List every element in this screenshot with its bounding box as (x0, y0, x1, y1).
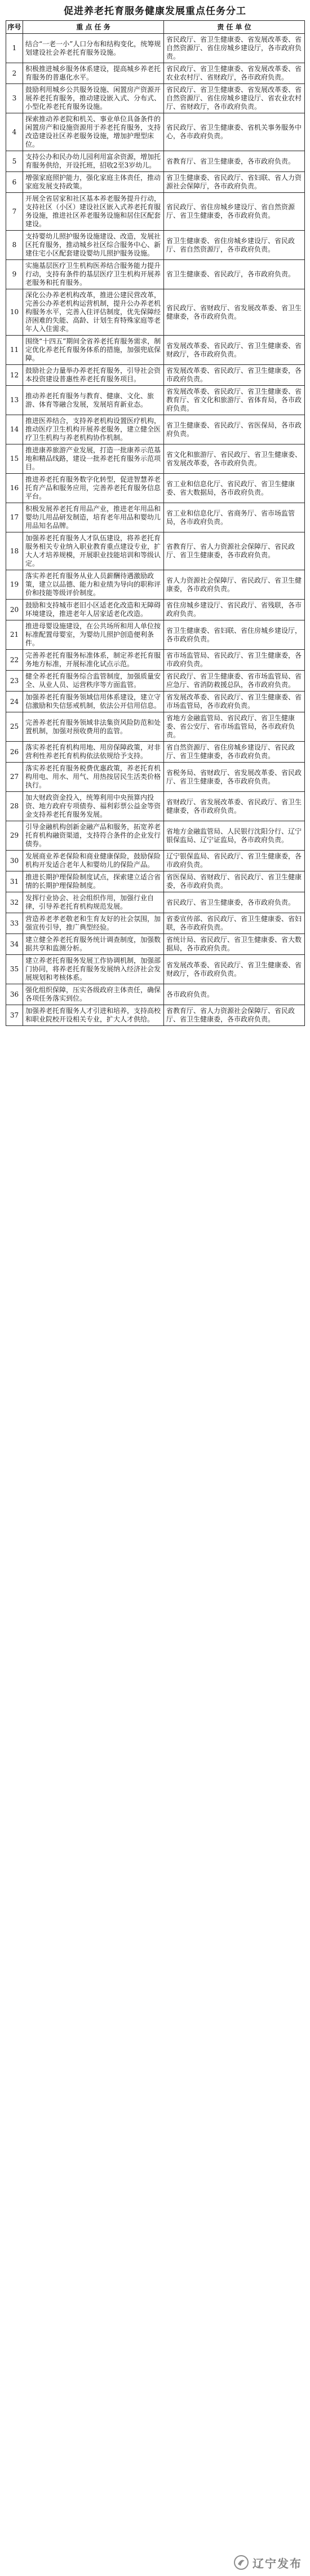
row-number: 36 (6, 984, 23, 1005)
table-row (6, 892, 305, 913)
table-row (6, 871, 305, 892)
responsible-unit-cell: 省发展改革委、省民政厅、省卫生健康委、省财政厅，各市政府负责。 (164, 336, 305, 365)
task-cell: 加强养老托育服务人才队伍建设，将养老托育服务相关专业纳入职业教育重点建设专业，扩大人才培养规模，开展职业技能培训和等级认定。 (23, 532, 164, 570)
responsible-unit-cell: 省人力资源社会保障厅、省民政厅、省卫生健康委，各市政府负责。 (164, 570, 305, 600)
task-cell: 落实养老托育机构用地、用房保障政策，对非营利性养老托育机构依法依规给予支持。 (23, 742, 164, 763)
table-body (6, 34, 305, 1026)
responsible-unit-cell: 省地方金融监管局、省民政厅、省卫生健康委、省公安厅、省市场监管局，各市政府负责。 (164, 712, 305, 742)
header-unit: 责 任 单 位 (164, 21, 305, 34)
task-cell: 鼓励社会力量举办养老托育服务，引导社会资本投资建设普惠性养老托育服务项目。 (23, 365, 164, 386)
task-cell: 营造养老孝老敬老和生育友好的社会氛围，加强宣传引导，推广典型经验。 (23, 913, 164, 934)
row-number: 23 (6, 671, 23, 692)
task-cell: 加大财政资金投入，统筹利用中央预算内投资、地方政府专项债券、福利彩票公益金等资金支持养老托育服务发展。 (23, 792, 164, 821)
app-logo-icon (233, 2555, 249, 2570)
table-row (6, 671, 305, 692)
table-row (6, 650, 305, 671)
task-cell: 结合“一老一小”人口分布和结构变化，统筹规划建设社会养老托育服务设施。 (23, 34, 164, 63)
task-cell: 开展全省居家和社区基本养老服务提升行动，支持社区（小区）建设社区嵌入式养老托育服务设施，推进社区养老服务设施和居住区配套建设。 (23, 193, 164, 231)
task-cell: 推进养老托育服务数字化转型，促进智慧养老托育产品和服务应用，完善养老托育服务信息平台。 (23, 474, 164, 503)
row-number: 28 (6, 792, 23, 821)
row-number: 35 (6, 955, 23, 984)
row-number: 37 (6, 1005, 23, 1026)
responsible-unit-cell: 省财政厅、省发展改革委、省民政厅、省卫生健康委，各市政府负责。 (164, 792, 305, 821)
row-number: 18 (6, 532, 23, 570)
row-number: 4 (6, 113, 23, 151)
responsible-unit-cell: 省民政厅、省卫生健康委、省市场监管局、省应急厅、省消防救援总队，各市政府负责。 (164, 671, 305, 692)
task-cell: 完善养老托育服务标准体系，制定养老托育服务地方标准，开展标准化试点示范。 (23, 650, 164, 671)
row-number: 26 (6, 742, 23, 763)
table-row (6, 1005, 305, 1026)
row-number: 9 (6, 260, 23, 289)
responsible-unit-cell: 省发展改革委、省民政厅、省卫生健康委、省市场监管局，各市政府负责。 (164, 692, 305, 712)
responsible-unit-cell: 省民政厅、省卫生健康委，各市政府负责。 (164, 892, 305, 913)
row-number: 20 (6, 600, 23, 620)
table-row (6, 336, 305, 365)
row-number: 11 (6, 336, 23, 365)
row-number: 21 (6, 620, 23, 650)
task-cell: 支持婴幼儿照护服务设施建设、改造，发展社区托育服务，推动城乡社区综合服务中心、新建住宅小区配套建设婴幼儿照护服务设施。 (23, 231, 164, 260)
row-number: 13 (6, 386, 23, 415)
task-cell: 积极发展养老托育用品产业，推进老年用品和婴幼儿用品研发制造，培育老年用品和婴幼儿用品知名品牌。 (23, 503, 164, 532)
row-number: 17 (6, 503, 23, 532)
table-row (6, 386, 305, 415)
table-row (6, 692, 305, 712)
responsible-unit-cell: 省教育厅、省人力资源社会保障厅、省民政厅、省卫生健康委，各市政府负责。 (164, 532, 305, 570)
table-row (6, 934, 305, 955)
responsible-unit-cell: 省民政厅、省卫生健康委、省机关事务服务中心，各市政府负责。 (164, 113, 305, 151)
table-row (6, 821, 305, 851)
responsible-unit-cell: 省住房城乡建设厅、省民政厅、省残联，各市政府负责。 (164, 600, 305, 620)
table-row (6, 503, 305, 532)
row-number: 19 (6, 570, 23, 600)
responsible-unit-cell: 省医保局、省财政厅、省民政厅、省卫生健康委，各市政府负责。 (164, 871, 305, 892)
row-number: 15 (6, 444, 23, 474)
responsible-unit-cell: 各市政府负责。 (164, 984, 305, 1005)
table-row (6, 851, 305, 871)
task-cell: 引导金融机构创新金融产品和服务，拓宽养老托育机构融资渠道，支持符合条件的企业发行债券。 (23, 821, 164, 851)
row-number: 24 (6, 692, 23, 712)
table-row (6, 620, 305, 650)
responsible-unit-cell: 省自然资源厅、省住房城乡建设厅、省民政厅、省卫生健康委，各市政府负责。 (164, 742, 305, 763)
responsible-unit-cell: 省卫生健康委、省民政厅，各市政府负责。 (164, 260, 305, 289)
table-row (6, 600, 305, 620)
task-cell: 探索推动养老院和机关、事业单位具备条件的闲置房产和设施资源用于养老托育服务，支持改造建设社区养老服务设施，增加护理型床位。 (23, 113, 164, 151)
responsible-unit-cell: 省卫生健康委、省民政厅、省医保局，各市政府负责。 (164, 415, 305, 444)
responsible-unit-cell: 省发展改革委、省民政厅、省卫生健康委、省财政厅，各市政府负责。 (164, 955, 305, 984)
row-number: 16 (6, 474, 23, 503)
table-row (6, 415, 305, 444)
table-row (6, 444, 305, 474)
row-number: 32 (6, 892, 23, 913)
watermark (218, 2552, 302, 2573)
table-row (6, 474, 305, 503)
task-cell: 推进母婴设施建设，在公共场所和用人单位按标准配置母婴室，为婴幼儿照护创造便利条件。 (23, 620, 164, 650)
table-row (6, 34, 305, 63)
task-table (6, 20, 305, 1026)
row-number: 12 (6, 365, 23, 386)
responsible-unit-cell: 省统计局、省民政厅、省卫生健康委、省大数据局，各市政府负责。 (164, 934, 305, 955)
task-cell: 健全养老托育服务综合监管制度，加强质量安全、从业人员、运营秩序等方面监管。 (23, 671, 164, 692)
table-row (6, 955, 305, 984)
task-cell: 推进长期护理保险制度试点，探索建立适合省情的长期护理保险制度。 (23, 871, 164, 892)
row-number: 27 (6, 763, 23, 792)
task-cell: 实施基层医疗卫生机构医养结合服务能力提升行动，支持有条件的基层医疗卫生机构开展养老服务和托育服务。 (23, 260, 164, 289)
table-row (6, 763, 305, 792)
row-number: 1 (6, 34, 23, 63)
responsible-unit-cell: 省市场监管局、省民政厅、省卫生健康委，各市政府负责。 (164, 650, 305, 671)
row-number: 31 (6, 871, 23, 892)
task-cell: 强化组织保障，压实各级政府主体责任，确保各项任务落实到位。 (23, 984, 164, 1005)
row-number: 14 (6, 415, 23, 444)
table-row (6, 289, 305, 336)
responsible-unit-cell: 省卫生健康委、省住房城乡建设厅、省民政厅、省自然资源厅，各市政府负责。 (164, 231, 305, 260)
task-cell: 积极推进城乡服务体系建设，提高城乡养老托育服务的普惠化水平。 (23, 63, 164, 84)
table-header-row (6, 21, 305, 34)
responsible-unit-cell: 省卫生健康委、省妇联、省住房城乡建设厅，各市政府负责。 (164, 620, 305, 650)
table-row (6, 84, 305, 113)
table-row (6, 365, 305, 386)
task-cell: 增强家庭照护能力，强化家庭主体责任，推动家庭发展支持政策。 (23, 172, 164, 193)
table-row (6, 570, 305, 600)
task-cell: 鼓励和支持城市老旧小区适老化改造和无障碍环境建设，推进老年人居家适老化改造。 (23, 600, 164, 620)
table-row (6, 113, 305, 151)
task-cell: 落实养老托育服务税费优惠政策，养老托育机构用电、用水、用气、用热按居民生活类价格执行。 (23, 763, 164, 792)
task-cell: 深化公办养老机构改革，推进公建民营改革，完善公办养老机构运营机制，提升公办养老机构服务水平，完善入住评估制度，优先保障经济困难的失能、高龄、计划生育特殊家庭等老年人入住需求。 (23, 289, 164, 336)
header-task: 重 点 任 务 (23, 21, 164, 34)
responsible-unit-cell: 省民政厅、省卫生健康委、省发展改革委、省自然资源厅、省住房城乡建设厅、省农业农村厅、省财政厅，各市政府负责。 (164, 84, 305, 113)
responsible-unit-cell: 省民政厅、省卫生健康委、省发展改革委、省自然资源厅、省住房城乡建设厅，各市政府负责。 (164, 34, 305, 63)
task-cell: 落实养老托育服务从业人员薪酬待遇激励政策，建立以品德、能力和业绩为导向的职称评价和技能等级评价制度。 (23, 570, 164, 600)
row-number: 5 (6, 151, 23, 172)
responsible-unit-cell: 省文化和旅游厅、省民政厅、省卫生健康委、省发展改革委，各市政府负责。 (164, 444, 305, 474)
table-row (6, 532, 305, 570)
page-title: 促进养老托育服务健康发展重点任务分工 (64, 6, 246, 17)
row-number: 25 (6, 712, 23, 742)
row-number: 8 (6, 231, 23, 260)
responsible-unit-cell: 省民政厅、省卫生健康委、省发展改革委、省农业农村厅、省财政厅，各市政府负责。 (164, 63, 305, 84)
row-number: 2 (6, 63, 23, 84)
task-cell: 推进医养结合，支持养老机构设置医疗机构，推动医疗卫生机构开展养老服务，建立健全医疗卫生机构与养老机构协作机制。 (23, 415, 164, 444)
responsible-unit-cell: 省工业和信息化厅、省商务厅、省市场监管局，各市政府负责。 (164, 503, 305, 532)
row-number: 3 (6, 84, 23, 113)
task-cell: 完善养老托育服务领域非法集资风险防范和处置机制，加强对预收费用的监管。 (23, 712, 164, 742)
row-number: 6 (6, 172, 23, 193)
table-row (6, 913, 305, 934)
header-no: 序号 (6, 21, 23, 34)
row-number: 33 (6, 913, 23, 934)
task-cell: 加强养老托育服务领域信用体系建设，建立守信激励和失信惩戒机制，依法公开信用信息。 (23, 692, 164, 712)
responsible-unit-cell: 省发展改革委、省民政厅、省卫生健康委，各市政府负责。 (164, 365, 305, 386)
responsible-unit-cell: 省教育厅、省卫生健康委，各市政府负责。 (164, 151, 305, 172)
row-number: 22 (6, 650, 23, 671)
row-number: 10 (6, 289, 23, 336)
task-cell: 推动养老托育服务与教育、健康、文化、旅游、体育等融合发展，发展培育新业态。 (23, 386, 164, 415)
task-cell: 支持公办和民办幼儿园利用富余资源，增加托育服务供给，开设托班，招收2至3岁幼儿。 (23, 151, 164, 172)
task-cell: 推进康养旅游产业发展，打造一批康养示范基地和精品线路，建设一批养老托育服务示范项目。 (23, 444, 164, 474)
responsible-unit-cell: 省教育厅、省人力资源社会保障厅、省民政厅、省卫生健康委，各市政府负责。 (164, 1005, 305, 1026)
row-number: 34 (6, 934, 23, 955)
table-row (6, 792, 305, 821)
task-cell: 建立健全养老托育服务统计调查制度，加强数据共享和监测分析。 (23, 934, 164, 955)
responsible-unit-cell: 省委宣传部、省民政厅、省卫生健康委、省妇联，各市政府负责。 (164, 913, 305, 934)
responsible-unit-cell: 省民政厅、省住房城乡建设厅、省自然资源厅、省卫生健康委，各市政府负责。 (164, 193, 305, 231)
table-row (6, 712, 305, 742)
table-row (6, 260, 305, 289)
table-row (6, 63, 305, 84)
task-cell: 发展商业养老保险和商业健康保险，鼓励保险机构开发适合老年人和婴幼儿的保险产品。 (23, 851, 164, 871)
responsible-unit-cell: 省民政厅、省财政厅、省发展改革委、省卫生健康委，各市政府负责。 (164, 289, 305, 336)
task-cell: 发挥行业协会、社会组织作用，加强行业自律，引导养老托育机构规范发展。 (23, 892, 164, 913)
responsible-unit-cell: 省税务局、省财政厅、省发展改革委、省民政厅、省卫生健康委，各市政府负责。 (164, 763, 305, 792)
responsible-unit-cell: 省卫生健康委、省民政厅、省妇联、省人力资源社会保障厅，各市政府负责。 (164, 172, 305, 193)
table-row (6, 984, 305, 1005)
task-cell: 围绕“十四五”期间全省养老托育服务需求，制定优化养老托育服务体系的措施，加强兜底保障。 (23, 336, 164, 365)
responsible-unit-cell: 省发展改革委、省民政厅、省卫生健康委、省教育厅、省文化和旅游厅、省体育局，各市政府负责。 (164, 386, 305, 415)
table-row (6, 172, 305, 193)
table-row (6, 231, 305, 260)
responsible-unit-cell: 辽宁银保监局、省民政厅、省卫生健康委，各市政府负责。 (164, 851, 305, 871)
responsible-unit-cell: 省地方金融监管局、人民银行沈阳分行、辽宁银保监局、辽宁证监局，各市政府负责。 (164, 821, 305, 851)
table-row (6, 193, 305, 231)
responsible-unit-cell: 省工业和信息化厅、省民政厅、省卫生健康委、省大数据局，各市政府负责。 (164, 474, 305, 503)
task-cell: 建立养老托育服务发展工作协调机制，加强部门协同，将养老托育服务发展纳入经济社会发展规划和考核体系。 (23, 955, 164, 984)
task-cell: 鼓励利用城乡公共服务设施、闲置房产资源开展养老托育服务，推动建设嵌入式、分布式、小型化养老托育服务设施。 (23, 84, 164, 113)
row-number: 29 (6, 821, 23, 851)
row-number: 7 (6, 193, 23, 231)
table-row (6, 742, 305, 763)
table-row (6, 151, 305, 172)
watermark-text: 辽宁发布 (253, 2556, 302, 2570)
row-number: 30 (6, 851, 23, 871)
task-cell: 加强养老托育服务人才引进和培养，支持高校和职业院校开设相关专业，扩大人才供给。 (23, 1005, 164, 1026)
